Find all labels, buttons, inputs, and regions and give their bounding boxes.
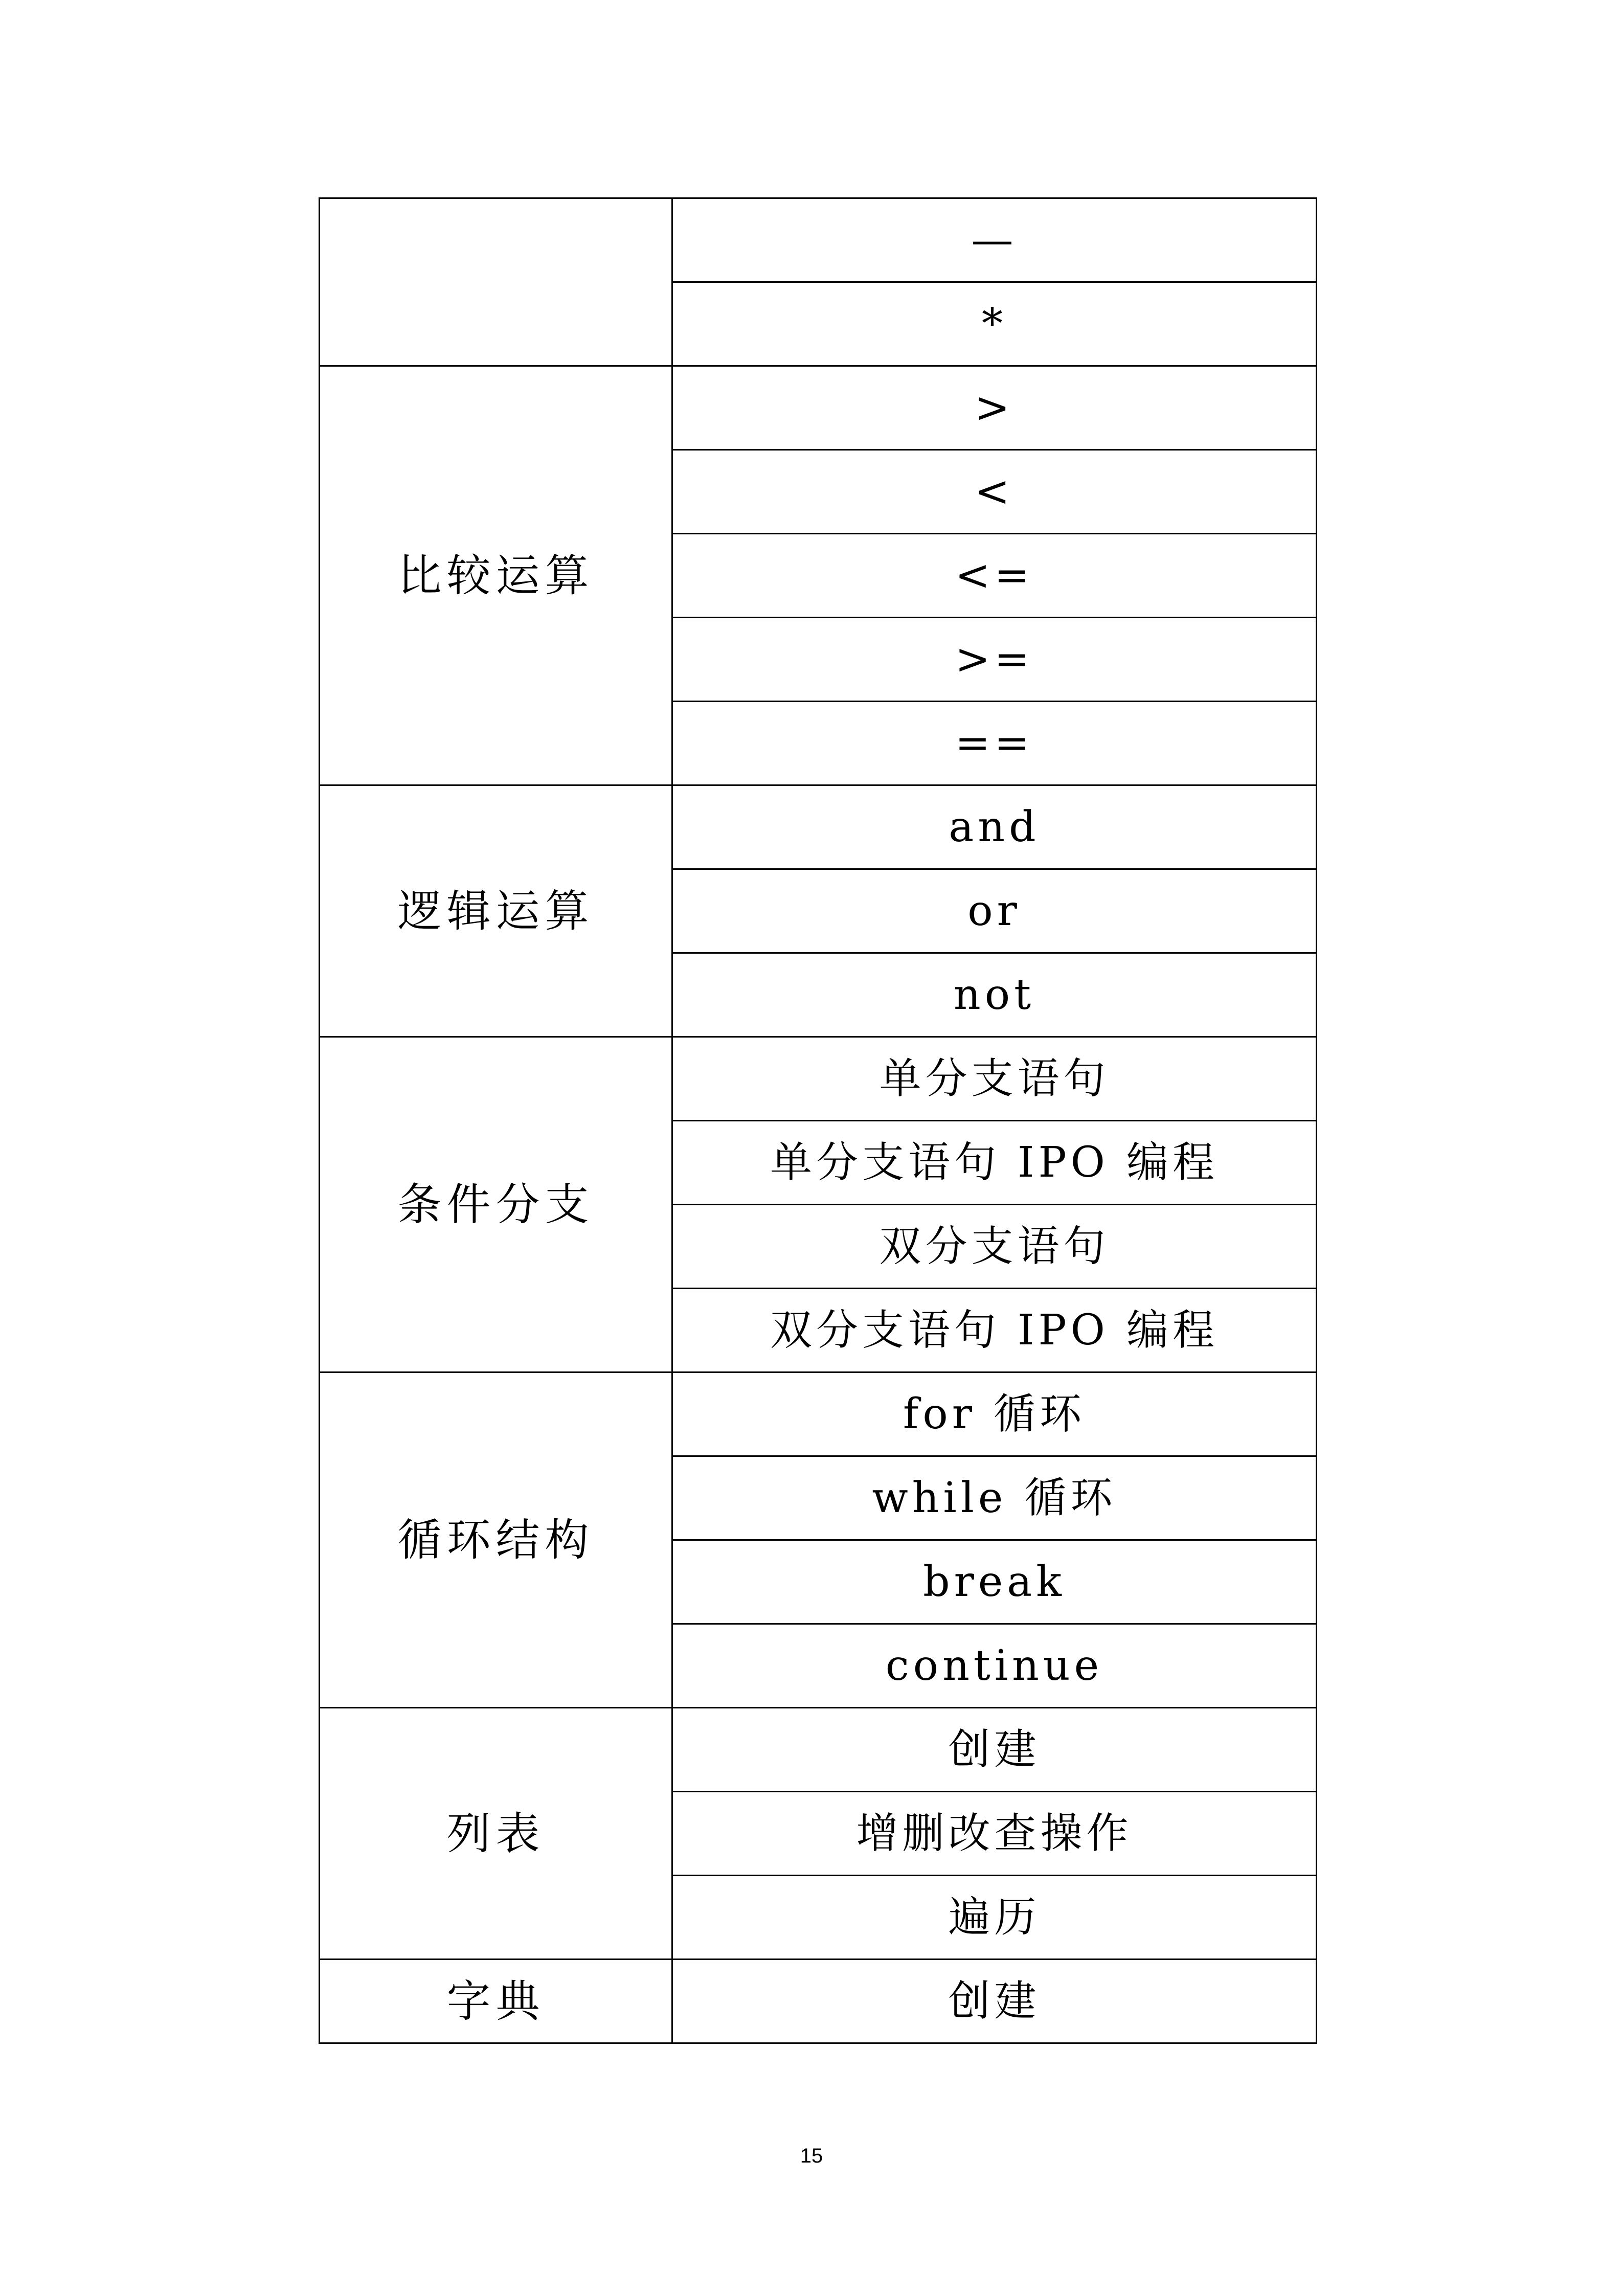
- category-cell: 比较运算: [320, 366, 672, 785]
- item-cell: >=: [672, 618, 1317, 702]
- item-cell: >: [672, 366, 1317, 450]
- item-cell: 单分支语句 IPO 编程: [672, 1121, 1317, 1205]
- item-cell: 创建: [672, 1708, 1317, 1792]
- item-cell: for 循环: [672, 1372, 1317, 1456]
- table-row: [320, 198, 1317, 282]
- table-row: [320, 1372, 1317, 1456]
- item-cell: 遍历: [672, 1876, 1317, 1960]
- table-row: [320, 1708, 1317, 1792]
- category-cell: 逻辑运算: [320, 785, 672, 1037]
- table-row: [320, 785, 1317, 869]
- item-cell: —: [672, 198, 1317, 282]
- category-cell: 列表: [320, 1708, 672, 1960]
- syllabus-table-body: [320, 198, 1317, 2043]
- item-cell: continue: [672, 1624, 1317, 1708]
- item-cell: and: [672, 785, 1317, 869]
- page-number: 15: [800, 2145, 823, 2167]
- category-cell: 字典: [320, 1960, 672, 2043]
- table-row: [320, 366, 1317, 450]
- category-cell: 条件分支: [320, 1037, 672, 1372]
- item-cell: 双分支语句: [672, 1205, 1317, 1289]
- item-cell: 双分支语句 IPO 编程: [672, 1289, 1317, 1372]
- item-cell: 单分支语句: [672, 1037, 1317, 1121]
- syllabus-table: [319, 197, 1317, 2044]
- category-cell: 循环结构: [320, 1372, 672, 1708]
- item-cell: not: [672, 953, 1317, 1037]
- item-cell: while 循环: [672, 1456, 1317, 1540]
- item-cell: 增删改查操作: [672, 1792, 1317, 1876]
- table-row: [320, 1960, 1317, 2043]
- item-cell: <=: [672, 534, 1317, 618]
- item-cell: or: [672, 869, 1317, 953]
- item-cell: 创建: [672, 1960, 1317, 2043]
- item-cell: <: [672, 450, 1317, 534]
- item-cell: break: [672, 1540, 1317, 1624]
- item-cell: ==: [672, 702, 1317, 785]
- table-row: [320, 1037, 1317, 1121]
- item-cell: *: [672, 282, 1317, 366]
- category-cell: [320, 198, 672, 366]
